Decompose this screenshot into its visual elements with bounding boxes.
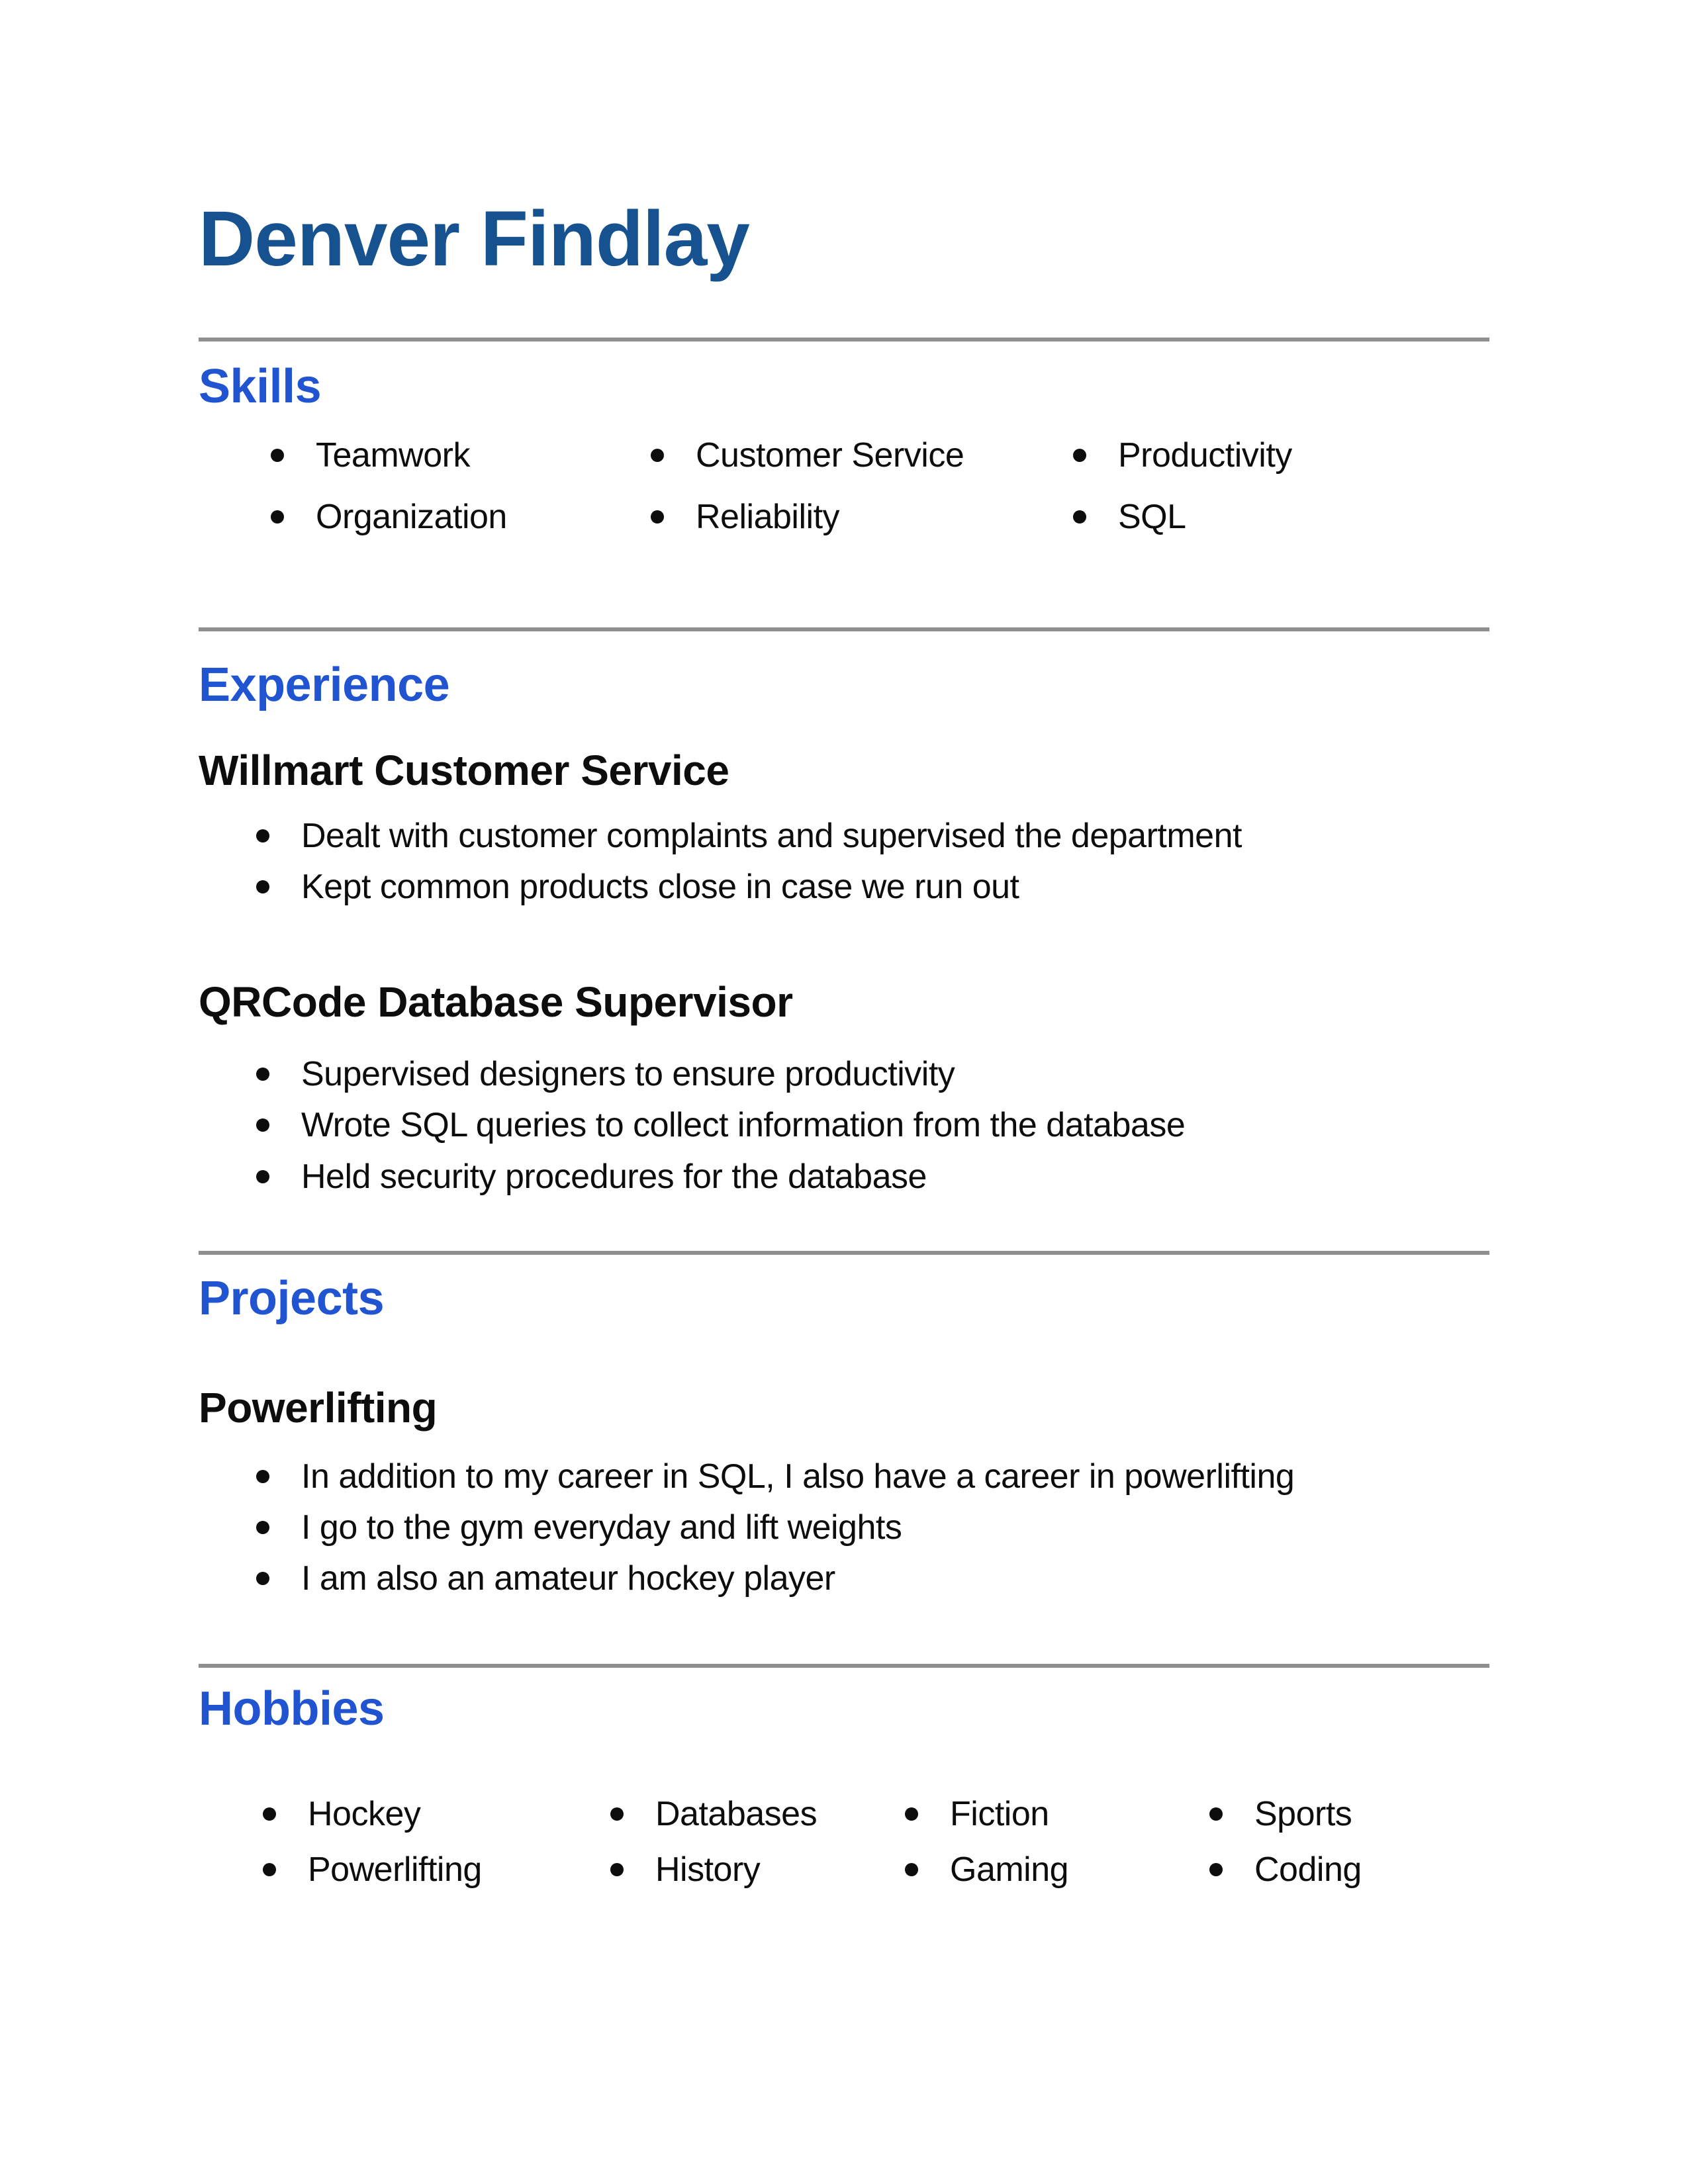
- list-item: [256, 1507, 902, 1548]
- section-divider: [199, 1664, 1489, 1668]
- list-item: [905, 1849, 1068, 1890]
- list-item: [256, 1558, 835, 1599]
- bullet-dot-icon: [256, 1118, 269, 1132]
- bullet-dot-icon: [256, 1068, 269, 1081]
- bullet-dot-icon: [263, 1807, 276, 1821]
- bullet-dot-icon: [271, 510, 284, 523]
- hobby-label: Hockey: [308, 1795, 421, 1833]
- bullet-dot-icon: [1073, 449, 1086, 462]
- list-item: [256, 1105, 1185, 1146]
- bullet-dot-icon: [256, 1170, 269, 1183]
- list-item: [1073, 496, 1186, 537]
- hobby-label: Fiction: [950, 1795, 1049, 1833]
- skill-label: Customer Service: [696, 436, 964, 475]
- bullet-dot-icon: [905, 1863, 918, 1876]
- job-title: Willmart Customer Service: [199, 747, 729, 794]
- skill-label: Teamwork: [316, 436, 470, 475]
- list-item: [1209, 1849, 1362, 1890]
- skills-heading: Skills: [199, 360, 322, 413]
- bullet-dot-icon: [1209, 1863, 1223, 1876]
- skills-row: [271, 496, 1528, 539]
- bullet-text: Kept common products close in case we run out: [301, 868, 1019, 906]
- list-item: [256, 866, 1019, 907]
- bullet-dot-icon: [610, 1807, 624, 1821]
- list-item: [1209, 1794, 1352, 1835]
- bullet-dot-icon: [271, 449, 284, 462]
- hobbies-row: [263, 1794, 1554, 1836]
- list-item: [651, 496, 839, 537]
- skill-label: Productivity: [1118, 436, 1292, 475]
- bullet-text: Held security procedures for the database: [301, 1158, 927, 1196]
- bullet-text: Dealt with customer complaints and supervised the department: [301, 817, 1242, 855]
- job-title: QRCode Database Supervisor: [199, 978, 793, 1026]
- section-divider: [199, 627, 1489, 631]
- bullet-dot-icon: [651, 449, 664, 462]
- list-item: [651, 435, 964, 476]
- section-divider: [199, 338, 1489, 341]
- list-item: [610, 1849, 760, 1890]
- project-title: Powerlifting: [199, 1384, 438, 1432]
- bullet-dot-icon: [1209, 1807, 1223, 1821]
- skill-label: Organization: [316, 498, 507, 536]
- bullet-text: Wrote SQL queries to collect information from the database: [301, 1106, 1186, 1144]
- list-item: [905, 1794, 1049, 1835]
- projects-heading: Projects: [199, 1272, 385, 1325]
- list-item: [256, 1054, 955, 1095]
- list-item: [263, 1794, 420, 1835]
- hobbies-row: [263, 1849, 1554, 1891]
- list-item: [256, 1156, 927, 1197]
- hobby-label: Powerlifting: [308, 1850, 482, 1889]
- bullet-dot-icon: [256, 1470, 269, 1483]
- bullet-dot-icon: [610, 1863, 624, 1876]
- hobby-label: Sports: [1254, 1795, 1352, 1833]
- list-item: [1073, 435, 1292, 476]
- skills-row: [271, 435, 1528, 477]
- hobby-label: History: [655, 1850, 761, 1889]
- hobby-label: Databases: [655, 1795, 818, 1833]
- hobbies-heading: Hobbies: [199, 1682, 385, 1735]
- bullet-text: Supervised designers to ensure productivity: [301, 1055, 955, 1093]
- bullet-dot-icon: [905, 1807, 918, 1821]
- list-item: [256, 815, 1242, 856]
- skill-label: Reliability: [696, 498, 840, 536]
- bullet-text: I am also an amateur hockey player: [301, 1559, 835, 1598]
- bullet-dot-icon: [263, 1863, 276, 1876]
- list-item: [256, 1456, 1294, 1497]
- list-item: [610, 1794, 817, 1835]
- bullet-dot-icon: [651, 510, 664, 523]
- bullet-text: In addition to my career in SQL, I also have a career in powerlifting: [301, 1457, 1295, 1496]
- bullet-dot-icon: [256, 1521, 269, 1534]
- list-item: [271, 435, 470, 476]
- skill-label: SQL: [1118, 498, 1186, 536]
- experience-heading: Experience: [199, 659, 450, 711]
- list-item: [271, 496, 507, 537]
- list-item: [263, 1849, 482, 1890]
- bullet-dot-icon: [256, 1572, 269, 1585]
- hobby-label: Coding: [1254, 1850, 1362, 1889]
- page-title: Denver Findlay: [199, 195, 749, 283]
- bullet-text: I go to the gym everyday and lift weights: [301, 1508, 902, 1547]
- section-divider: [199, 1251, 1489, 1255]
- hobby-label: Gaming: [950, 1850, 1069, 1889]
- bullet-dot-icon: [1073, 510, 1086, 523]
- bullet-dot-icon: [256, 829, 269, 842]
- bullet-dot-icon: [256, 880, 269, 893]
